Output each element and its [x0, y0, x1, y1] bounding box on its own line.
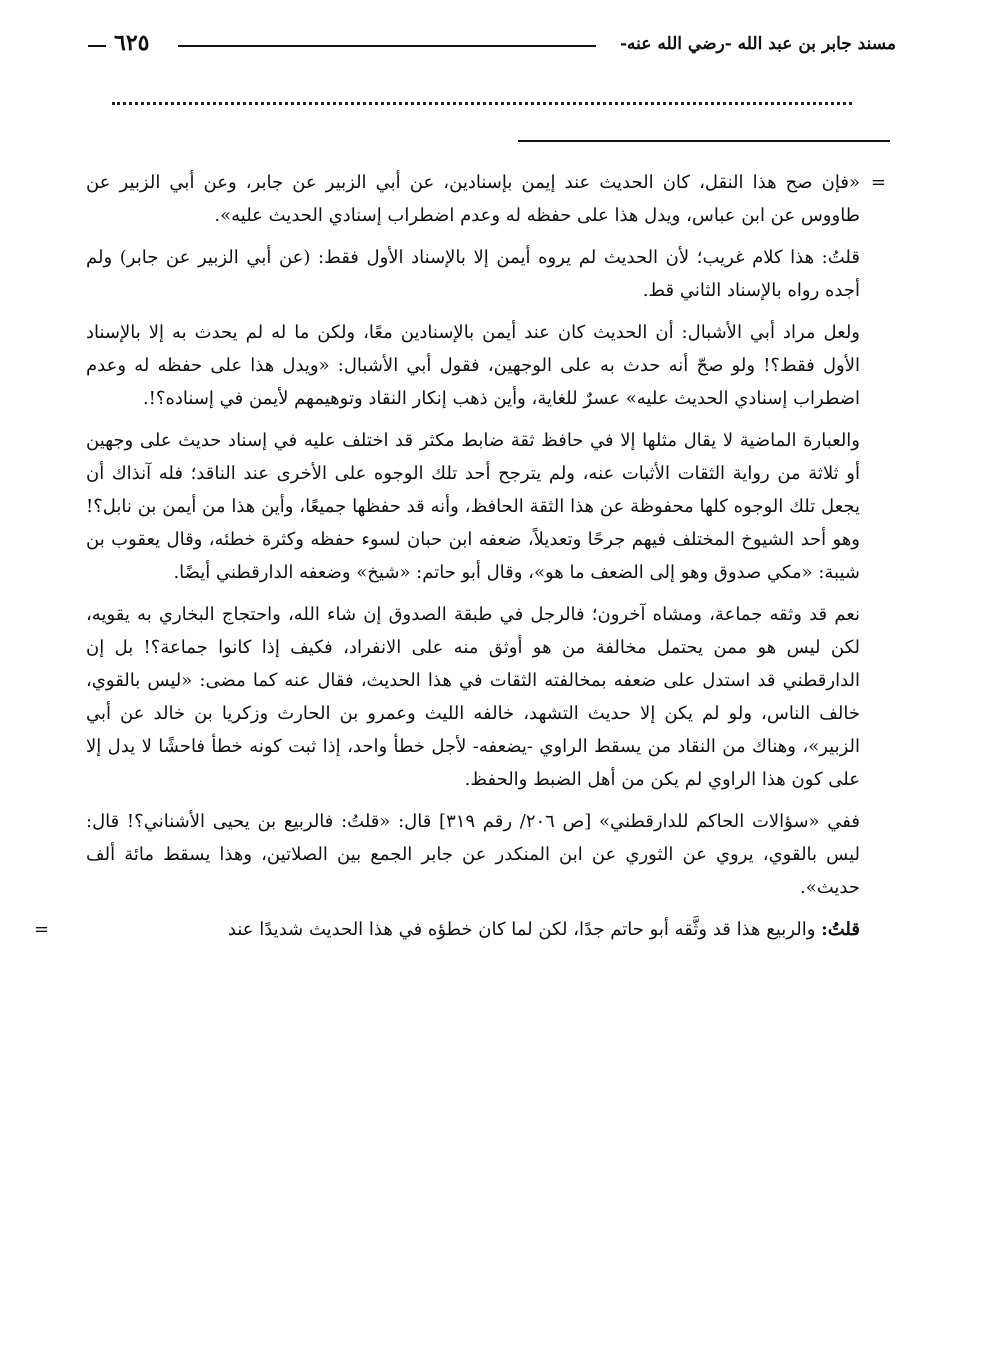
- continuation-marker: =: [870, 172, 886, 193]
- end-marker: =: [34, 919, 50, 940]
- page-header: [88, 30, 896, 66]
- qultu-lead: قلتُ:: [821, 919, 860, 940]
- footnote-paragraph: ولعل مراد أبي الأشبال: أن الحديث كان عند أيمن بالإسنادين معًا، ولكن ما له لم يحدث به إلا بالإسناد الأول فقط؟! ولو صحّ أنه حدث به على الوجهين، فقول أبي الأشبال: «ويدل هذا على حفظه له وعدم اضطراب إسنادي الحديث عليه» عسرٌ للغاية، وأين ذهب إنكار النقاد وتوهيمهم لأيمن في إسناده؟!.: [86, 322, 860, 409]
- header-dash: [88, 45, 106, 47]
- footnote-paragraph: ففي «سؤالات الحاكم للدارقطني» [ص ٢٠٦/ رقم ٣١٩] قال: «قلتُ: فالربيع بن يحيى الأشناني؟! قال: ليس بالقوي، يروي عن الثوري عن ابن المنكدر عن جابر الجمع بين الصلاتين، وهذا يسقط مائة ألف حديث».: [86, 811, 860, 898]
- footnote-paragraph: والعبارة الماضية لا يقال مثلها إلا في حافظ ثقة ضابط مكثر قد اختلف عليه في إسناد حديث على وجهين أو ثلاثة من رواية الثقات الأثبات عنه، ولم يترجح أحد تلك الوجوه على الأخرى عند الناقد؛ فله آنذاك أن يجعل تلك الوجوه كلها محفوظة عن هذا الثقة الحافظ، وأنه قد حفظها جميعًا، وأين هذا من أيمن بن نابل؟! وهو أحد الشيوخ المختلف فيهم جرحًا وتعديلاً، ضعفه ابن حبان لسوء حفظه وكثرة خطئه، وقال يعقوب بن شيبة: «مكي صدوق وهو إلى الضعف ما هو»، وقال أبو حاتم: «شيخ» وضعفه الدارقطني أيضًا.: [86, 430, 860, 583]
- footnote-text: [34, 166, 886, 946]
- header-rule: [178, 45, 596, 47]
- footnote-paragraph: نعم قد وثقه جماعة، ومشاه آخرون؛ فالرجل في طبقة الصدوق إن شاء الله، واحتجاج البخاري به يقويه، لكن ليس هو ممن يحتمل مخالفة من هو أوثق منه على الانفراد، فكيف إذا كانوا جماعة؟! بل إن الدارقطني قد استدل على ضعفه بمخالفته الثقات في هذا الحديث، فقال عنه كما مضى: «ليس بالقوي، خالف الناس، ولو لم يكن إلا حديث التشهد، خالفه الليث وعمرو بن الحارث وزكريا بن خالد عن أبي الزبير»، وهناك من النقاد من يسقط الراوي -يضعفه- لأجل خطأ واحد، إذا ثبت كونه خطأ فاحشًا لا يدل إلا على كون هذا الراوي لم يكن من أهل الضبط والحفظ.: [86, 604, 860, 790]
- last-line-text: والربيع هذا قد وثَّقه أبو حاتم جدًا، لكن لما كان خطؤه في هذا الحديث شديدًا عند: [227, 919, 822, 940]
- footnote-paragraph: [86, 166, 886, 232]
- running-title: مسند جابر بن عبد الله -رضي الله عنه-: [614, 34, 896, 54]
- footnote-last-line: [34, 913, 860, 946]
- footnote-rule: [518, 140, 890, 142]
- paragraph-text: «فإن صح هذا النقل، كان الحديث عند إيمن بإسنادين، عن أبي الزبير عن جابر، وعن أبي الزبير عن طاووس عن ابن عباس، ويدل هذا على حفظه له وعدم اضطراب إسنادي الحديث عليه».: [86, 172, 860, 226]
- footnote-paragraph: قلتُ: هذا كلام غريب؛ لأن الحديث لم يروه أيمن إلا بالإسناد الأول فقط: (عن أبي الزبير عن جابر) ولم أجده رواه بالإسناد الثاني قط.: [86, 247, 860, 301]
- page-number: ٦٢٥: [114, 30, 150, 56]
- dotted-separator: [112, 102, 852, 118]
